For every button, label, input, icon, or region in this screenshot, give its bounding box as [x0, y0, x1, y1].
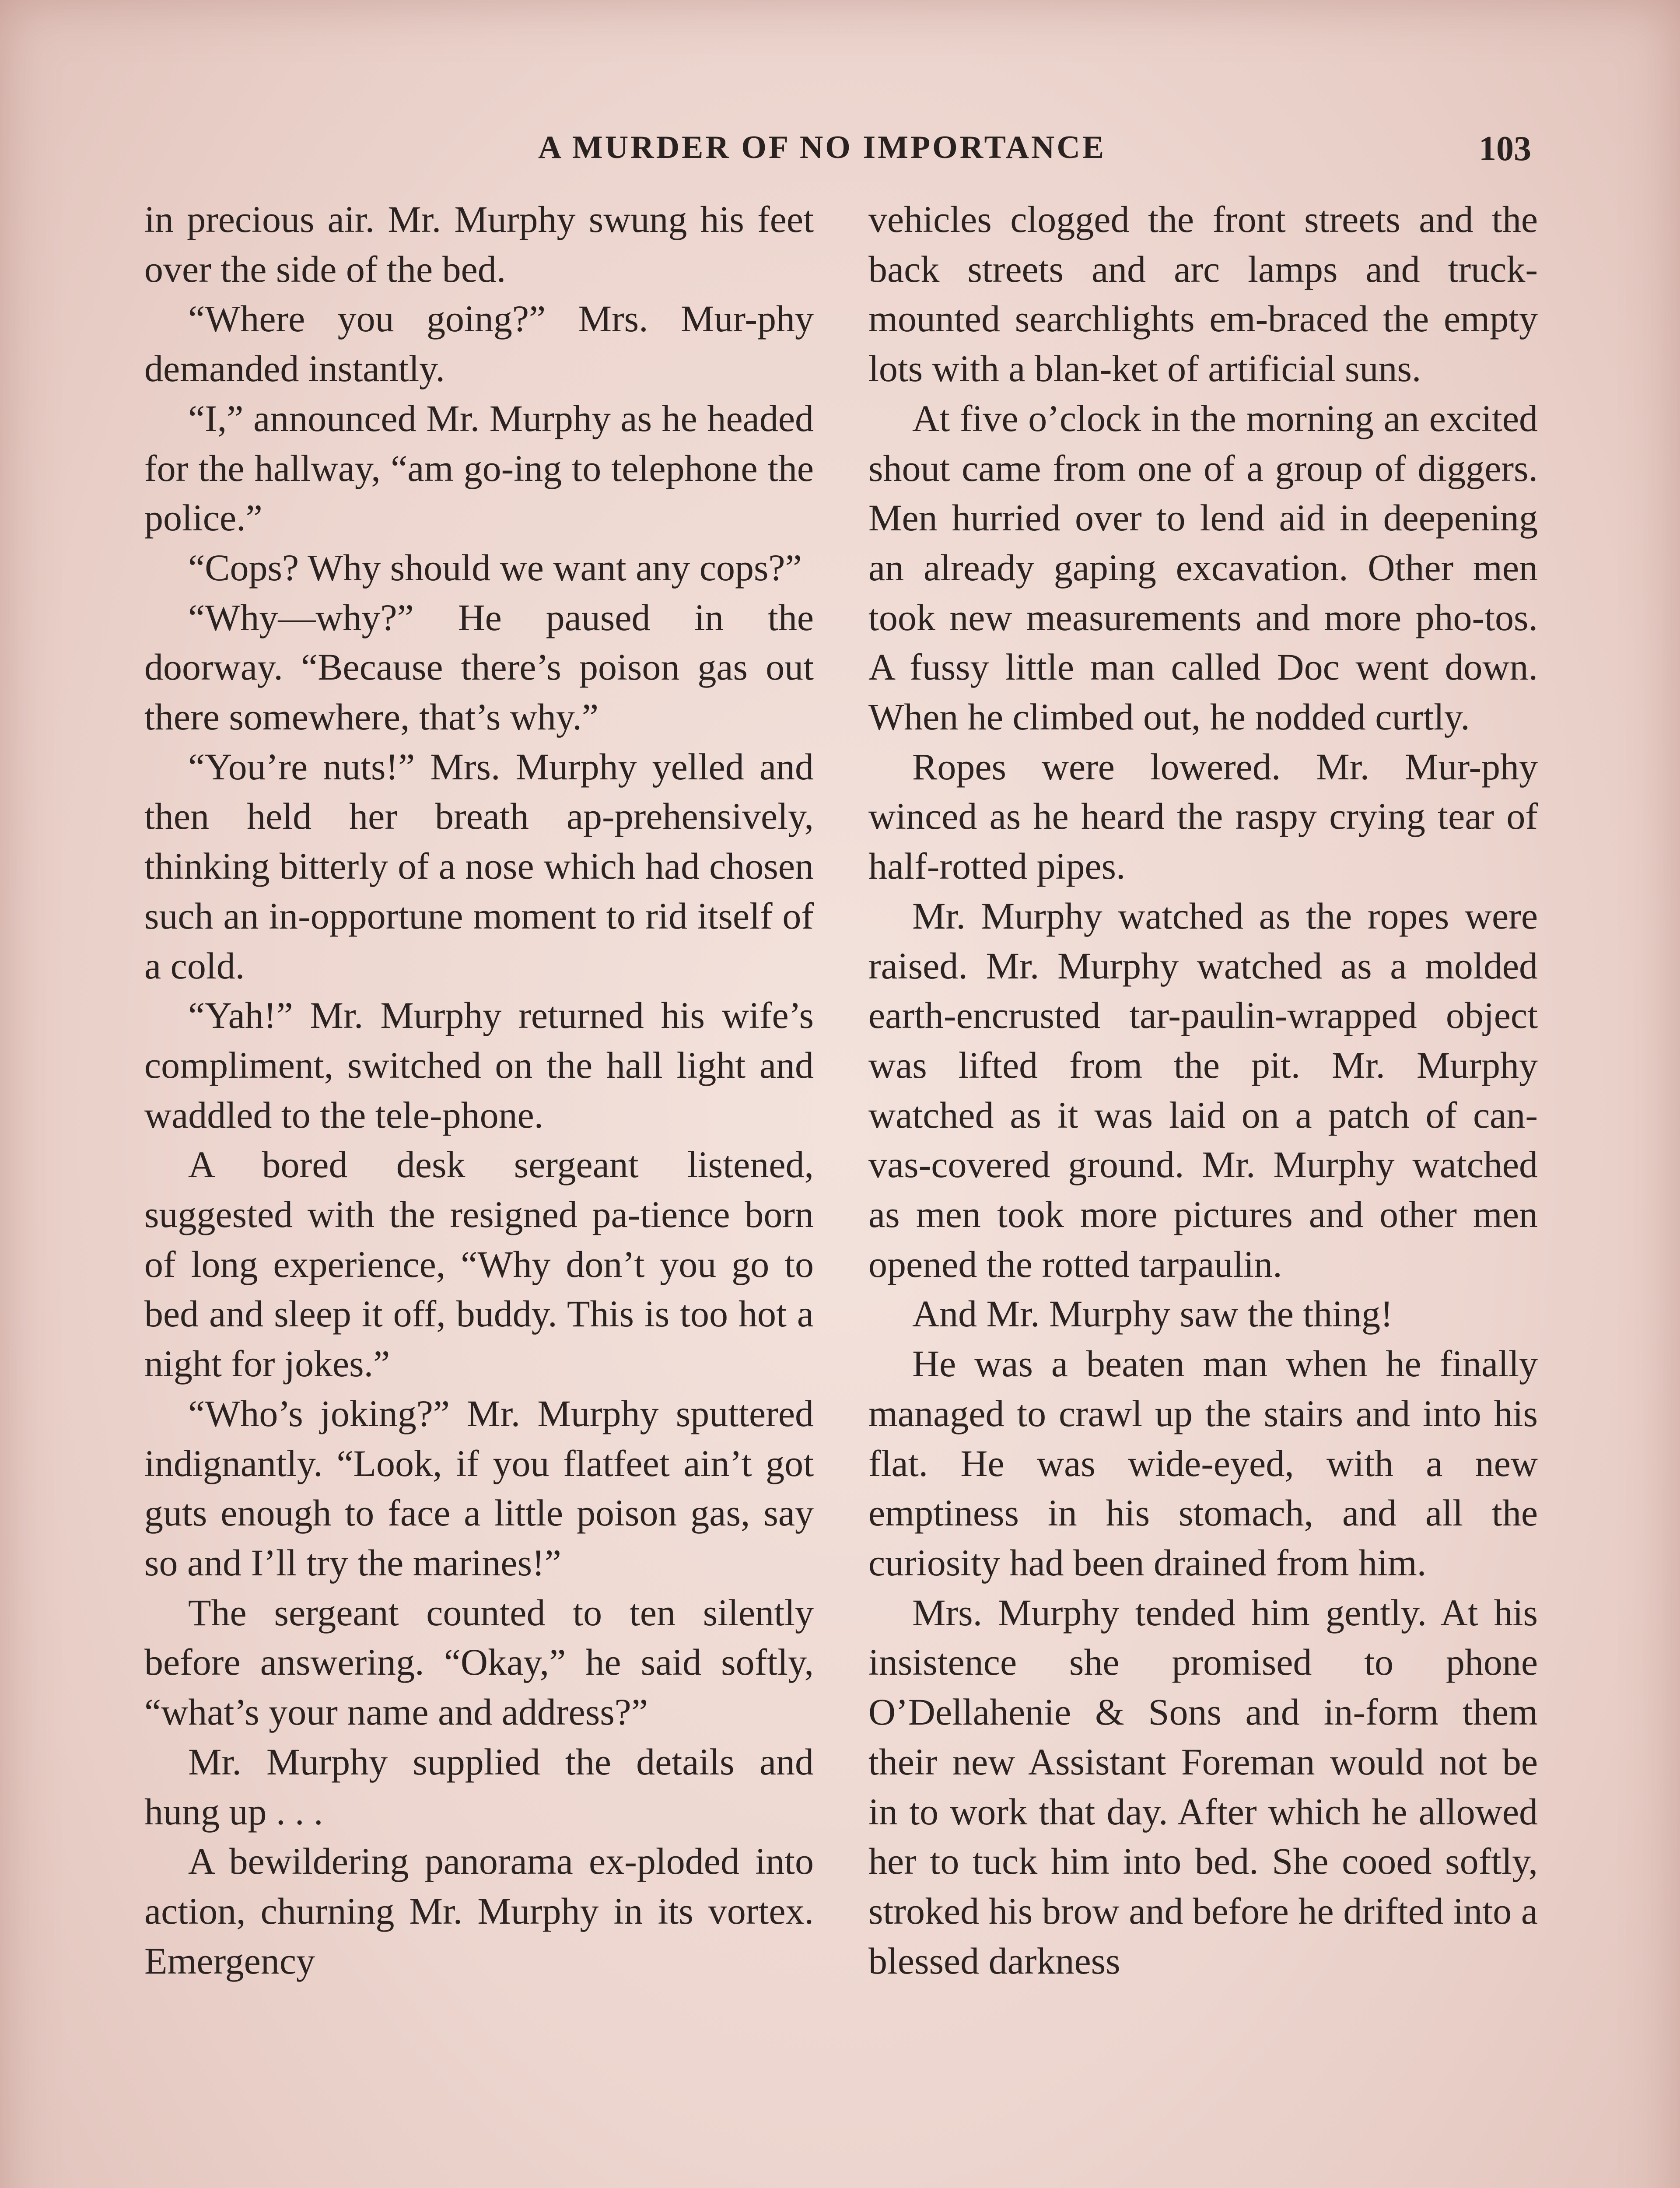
paragraph: A bored desk sergeant listened, suggested with the resigned pa-tience born of long experience, “Why don’t you go to bed and sleep it off, buddy. This is too hot a night for jokes.”	[144, 1143, 814, 1385]
page-header	[144, 129, 1531, 177]
paragraph: Ropes were lowered. Mr. Mur-phy winced as he heard the raspy crying tear of half-rotted pipes.	[868, 745, 1538, 887]
paragraph: “You’re nuts!” Mrs. Murphy yelled and then held her breath ap-prehensively, thinking bitterly of a nose which had chosen such an in-opportune moment to rid itself of a cold.	[144, 745, 814, 987]
paragraph: in precious air. Mr. Murphy swung his feet over the side of the bed.	[144, 198, 814, 290]
paragraph: And Mr. Murphy saw the thing!	[912, 1293, 1393, 1335]
right-text-column	[868, 195, 1538, 1986]
paragraph: Mrs. Murphy tended him gently. At his insistence she promised to phone O’Dellahenie & Sons and in-form them their new Assistant Foreman would not be in to work that day. After which he allowed her to tuck him into bed. She cooed softly, stroked his brow and before he drifted into a blessed darkness	[868, 1591, 1538, 1982]
paragraph: “I,” announced Mr. Murphy as he headed for the hallway, “am go-ing to telephone the police.”	[144, 397, 814, 539]
paragraph: “Cops? Why should we want any cops?”	[188, 546, 802, 589]
left-text-column	[144, 195, 814, 1986]
running-title: A MURDER OF NO IMPORTANCE	[538, 130, 1106, 165]
page-number: 103	[1479, 130, 1531, 168]
paragraph: A bewildering panorama ex-ploded into action, churning Mr. Murphy in its vortex. Emergency	[144, 1840, 814, 1982]
paragraph: “Who’s joking?” Mr. Murphy sputtered indignantly. “Look, if you flatfeet ain’t got guts enough to face a little poison gas, say so and I’ll try the marines!”	[144, 1392, 814, 1584]
paragraph: Mr. Murphy watched as the ropes were raised. Mr. Murphy watched as a molded earth-encrusted tar-paulin-wrapped object was lifted from the pit. Mr. Murphy watched as it was laid on a patch of can-vas-covered ground. Mr. Murphy watched as men took more pictures and other men opened the rotted tarpaulin.	[868, 894, 1538, 1285]
paragraph: “Where you going?” Mrs. Mur-phy demanded instantly.	[144, 298, 814, 390]
paragraph: He was a beaten man when he finally managed to crawl up the stairs and into his flat. He was wide-eyed, with a new emptiness in his stomach, and all the curiosity had been drained from him.	[868, 1343, 1538, 1584]
paragraph: “Yah!” Mr. Murphy returned his wife’s compliment, switched on the hall light and waddled to the tele-phone.	[144, 994, 814, 1136]
paragraph: The sergeant counted to ten silently before answering. “Okay,” he said softly, “what’s your name and address?”	[144, 1591, 814, 1733]
paragraph: vehicles clogged the front streets and the back streets and arc lamps and truck-mounted searchlights em-braced the empty lots with a blan-ket of artificial suns.	[868, 198, 1538, 390]
paragraph: Mr. Murphy supplied the details and hung up . . .	[144, 1740, 814, 1833]
paragraph: At five o’clock in the morning an excited shout came from one of a group of diggers. Men hurried over to lend aid in deepening an already gaping excavation. Other men took new measurements and more pho-tos. A fussy little man called Doc went down. When he climbed out, he nodded curtly.	[868, 397, 1538, 738]
paragraph: “Why—why?” He paused in the doorway. “Because there’s poison gas out there somewhere, that’s why.”	[144, 596, 814, 738]
